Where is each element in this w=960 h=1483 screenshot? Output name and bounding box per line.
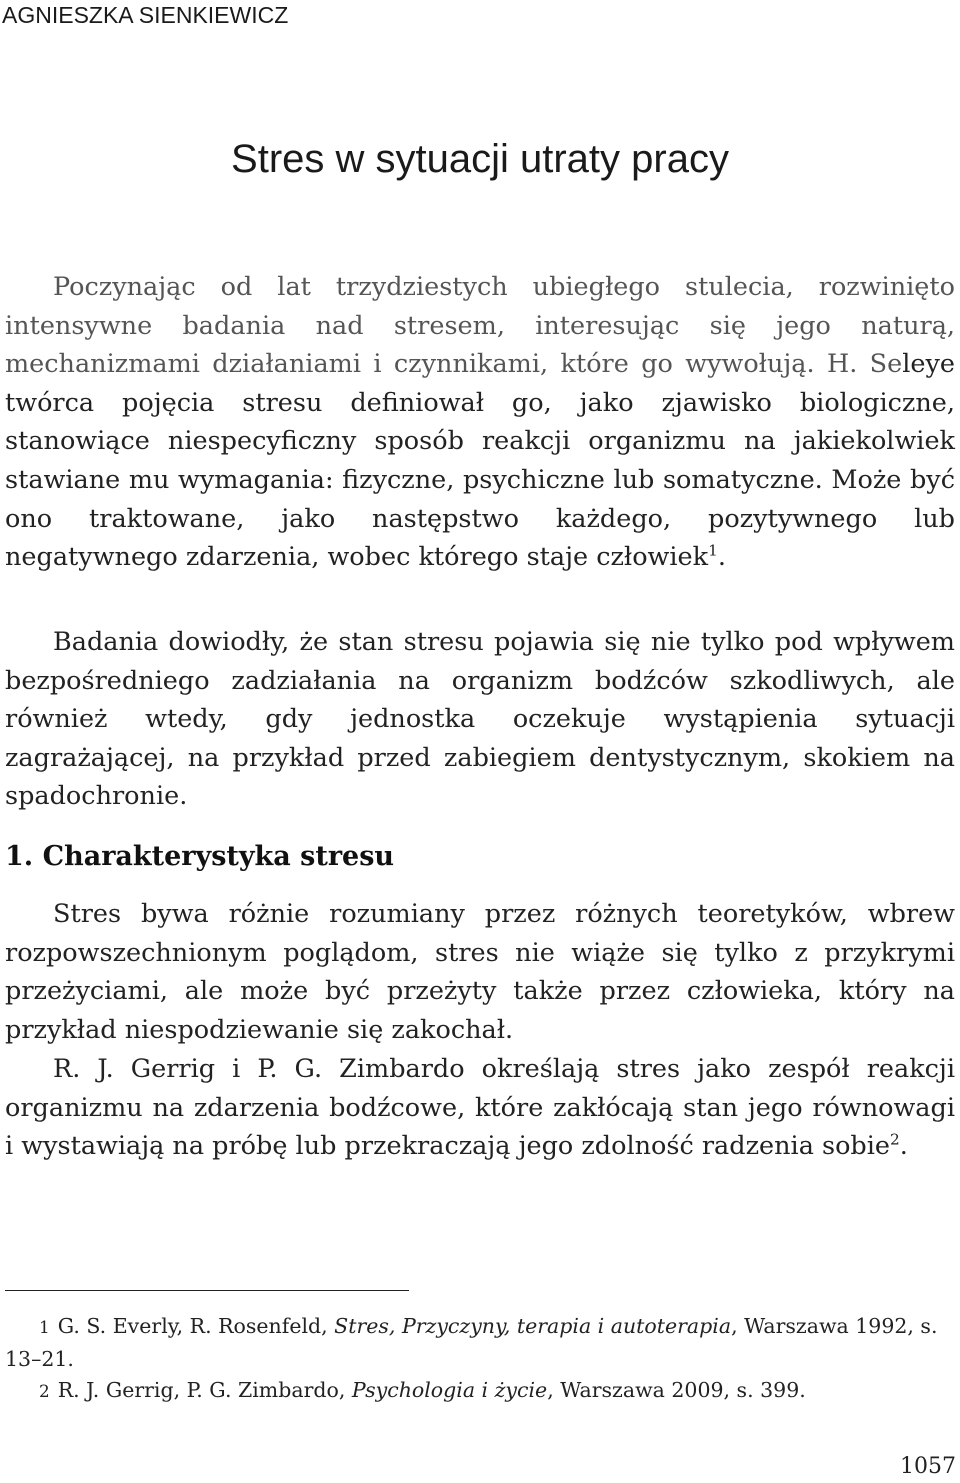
footnote-2-publication: , Warszawa 2009, s. 399. (547, 1378, 806, 1402)
paragraph-research-text: Badania dowiodły, że stan stresu pojawia się nie tylko pod wpływem bezpośredniego zadziałania na organizm bodźców szkodliwych, ale również wtedy, gdy jednostka oczekuje wystąpienia sytuacji zagrażającej, na przykład przed zabiegiem dentystycznym, skokiem na spadochronie. (5, 627, 955, 812)
footnote-ref-1: 1 (708, 541, 718, 560)
footnote-1-authors: G. S. Everly, R. Rosenfeld, (57, 1314, 335, 1338)
paragraph-intro (5, 268, 955, 577)
footnote-1-publication: , Warszawa 1992, s. 13–21. (5, 1314, 938, 1371)
paragraph-definition (5, 895, 955, 1049)
footnote-2-number: 2 (39, 1381, 50, 1401)
paragraph-intro-light-text: Poczynając od lat trzydziestych ubiegłego stulecia, rozwinięto intensywne badania nad stresem, interesując się jego naturą, mechanizmami działaniami i czynnikami, które go wywołują. H. Se (5, 272, 955, 380)
footnote-1 (5, 1310, 955, 1375)
footnote-separator (5, 1290, 409, 1291)
paragraph-gerrig-zimbardo-end: . (899, 1131, 908, 1162)
page-title: Stres w sytuacji utraty pracy (231, 137, 729, 181)
footnote-2-authors: R. J. Gerrig, P. G. Zimbardo, (57, 1378, 352, 1402)
footnote-2-book-title: Psychologia i życie (351, 1378, 548, 1402)
paragraph-gerrig-zimbardo-text: R. J. Gerrig i P. G. Zimbardo określają stres jako zespół reakcji organizmu na zdarzenia bodźcowe, które zakłócają stan jego równowagi i wystawiają na próbę lub przekraczają jego zdolność radzenia sobie (5, 1054, 955, 1162)
paragraph-gerrig-zimbardo (5, 1050, 955, 1166)
footnote-1-book-title: Stres, Przyczyny, terapia i autoterapia (334, 1314, 732, 1338)
paragraph-research (5, 623, 955, 816)
footnote-ref-2: 2 (890, 1130, 900, 1149)
paragraph-intro-end: . (717, 542, 726, 573)
section-heading: 1. Charakterystyka stresu (5, 841, 395, 872)
footnote-1-number: 1 (39, 1317, 50, 1337)
running-header-author: AGNIESZKA SIENKIEWICZ (2, 2, 289, 28)
paragraph-definition-text: Stres bywa różnie rozumiany przez różnych teoretyków, wbrew rozpowszechnionym poglądom, stres nie wiąże się tylko z przykrymi przeżyciami, ale może być przeżyty także przez człowieka, który na przykład niespodziewanie się zakochał. (5, 899, 955, 1045)
footnote-2 (5, 1374, 955, 1407)
paragraph-intro-text: leye twórca pojęcia stresu definiował go, jako zjawisko biologiczne, stanowiące niespecyficzny sposób reakcji organizmu na jakiekolwiek stawiane mu wymagania: fizyczne, psychiczne lub somatyczne. Może być ono traktowane, jako następstwo każdego, pozytywnego lub negatywnego zdarzenia, wobec którego staje człowiek (5, 349, 955, 573)
page-number: 1057 (900, 1454, 956, 1479)
